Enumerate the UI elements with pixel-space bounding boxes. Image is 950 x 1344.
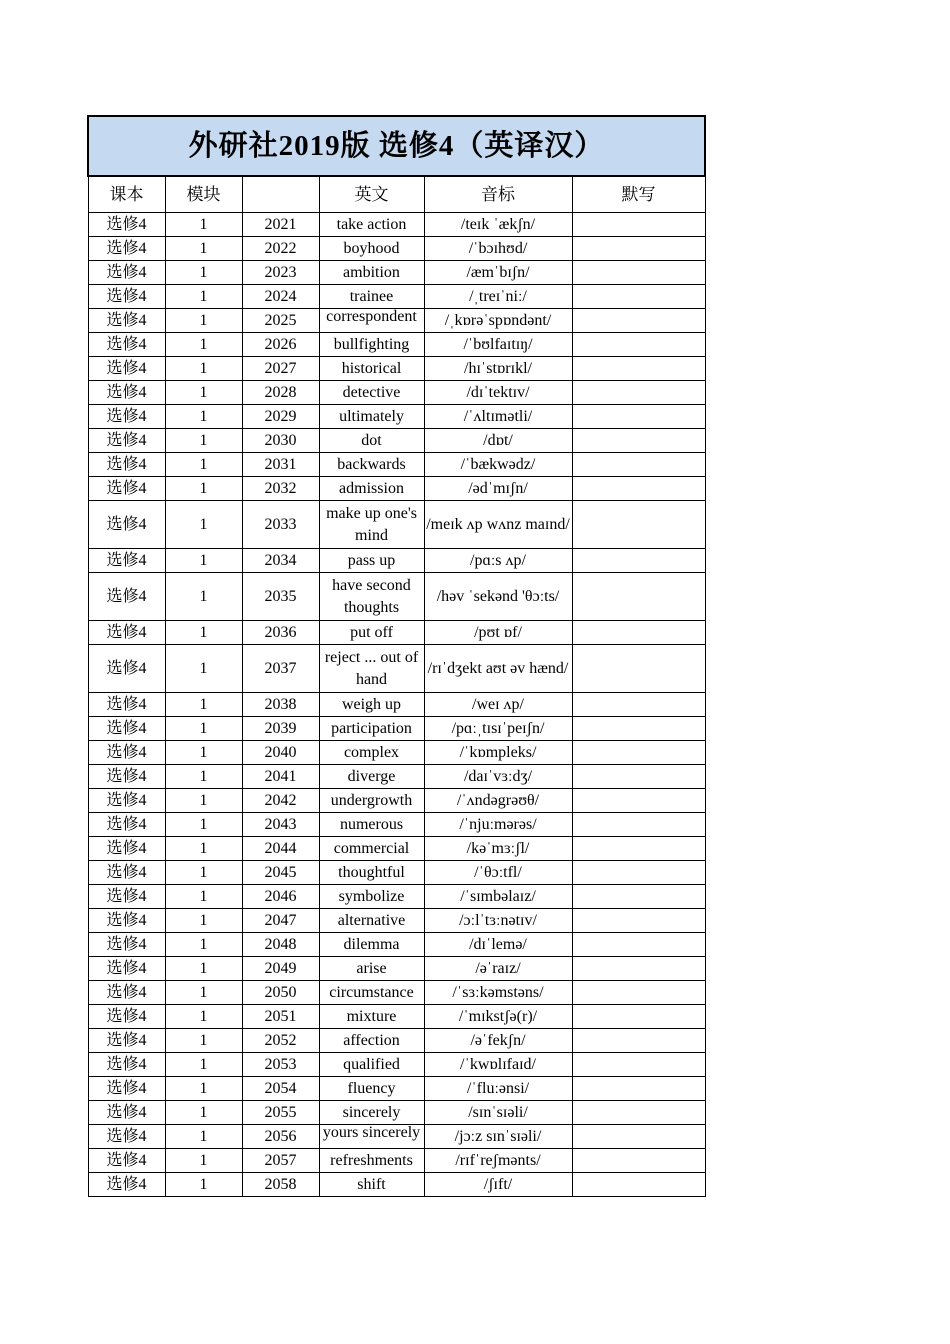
cell-number: 2035 <box>242 573 319 621</box>
table-row <box>88 765 705 789</box>
cell-phonetic: /jɔːz sɪnˈsɪəli/ <box>424 1125 572 1149</box>
cell-english: trainee <box>319 285 424 309</box>
cell-phonetic: /ˈʌndəgrəʊθ/ <box>424 789 572 813</box>
cell-textbook: 选修4 <box>88 237 165 261</box>
sheet-title: 外研社2019版 选修4（英译汉） <box>88 116 705 176</box>
table-row <box>88 813 705 837</box>
cell-number: 2027 <box>242 357 319 381</box>
cell-dictation[interactable] <box>572 573 705 621</box>
cell-dictation[interactable] <box>572 453 705 477</box>
cell-number: 2054 <box>242 1077 319 1101</box>
cell-english: fluency <box>319 1077 424 1101</box>
cell-dictation[interactable] <box>572 645 705 693</box>
cell-textbook: 选修4 <box>88 621 165 645</box>
cell-dictation[interactable] <box>572 213 705 237</box>
table-row <box>88 789 705 813</box>
cell-english <box>319 1125 424 1149</box>
cell-module: 1 <box>165 1077 242 1101</box>
cell-module: 1 <box>165 405 242 429</box>
cell-number: 2022 <box>242 237 319 261</box>
cell-phonetic: /pɑːs ʌp/ <box>424 549 572 573</box>
cell-english-text: correspondent <box>326 309 417 325</box>
cell-number: 2041 <box>242 765 319 789</box>
cell-english: qualified <box>319 1053 424 1077</box>
cell-phonetic: /ʃɪft/ <box>424 1173 572 1197</box>
cell-number: 2051 <box>242 1005 319 1029</box>
cell-module: 1 <box>165 381 242 405</box>
cell-dictation[interactable] <box>572 357 705 381</box>
cell-textbook: 选修4 <box>88 885 165 909</box>
cell-module: 1 <box>165 717 242 741</box>
cell-english: put off <box>319 621 424 645</box>
cell-english: shift <box>319 1173 424 1197</box>
cell-module: 1 <box>165 981 242 1005</box>
cell-english: thoughtful <box>319 861 424 885</box>
header-module: 模块 <box>165 176 242 213</box>
cell-module: 1 <box>165 621 242 645</box>
table-row <box>88 501 705 549</box>
cell-phonetic: /ˈnjuːmərəs/ <box>424 813 572 837</box>
cell-dictation[interactable] <box>572 741 705 765</box>
cell-number: 2034 <box>242 549 319 573</box>
cell-number: 2055 <box>242 1101 319 1125</box>
cell-textbook: 选修4 <box>88 909 165 933</box>
table-row <box>88 573 705 621</box>
cell-phonetic: /ˌkɒrəˈspɒndənt/ <box>424 309 572 333</box>
cell-textbook: 选修4 <box>88 333 165 357</box>
cell-phonetic: /dɒt/ <box>424 429 572 453</box>
cell-number: 2048 <box>242 933 319 957</box>
cell-phonetic: /daɪˈvɜːdʒ/ <box>424 765 572 789</box>
cell-module: 1 <box>165 1005 242 1029</box>
cell-textbook: 选修4 <box>88 453 165 477</box>
cell-phonetic: /æmˈbɪʃn/ <box>424 261 572 285</box>
cell-module: 1 <box>165 501 242 549</box>
table-row <box>88 1029 705 1053</box>
header-english: 英文 <box>319 176 424 213</box>
cell-textbook: 选修4 <box>88 357 165 381</box>
header-textbook: 课本 <box>88 176 165 213</box>
cell-textbook: 选修4 <box>88 981 165 1005</box>
cell-dictation[interactable] <box>572 861 705 885</box>
cell-dictation[interactable] <box>572 429 705 453</box>
cell-module: 1 <box>165 765 242 789</box>
cell-phonetic: /ˈbɔɪhʊd/ <box>424 237 572 261</box>
cell-english: affection <box>319 1029 424 1053</box>
cell-phonetic: /pʊt ɒf/ <box>424 621 572 645</box>
cell-dictation[interactable] <box>572 621 705 645</box>
cell-phonetic: /ˈθɔːtfl/ <box>424 861 572 885</box>
cell-english: mixture <box>319 1005 424 1029</box>
cell-english <box>319 309 424 333</box>
cell-number: 2023 <box>242 261 319 285</box>
cell-phonetic: /dɪˈtektɪv/ <box>424 381 572 405</box>
cell-dictation[interactable] <box>572 813 705 837</box>
cell-english: symbolize <box>319 885 424 909</box>
cell-number: 2039 <box>242 717 319 741</box>
table-row <box>88 549 705 573</box>
cell-phonetic: /ˌtreɪˈniː/ <box>424 285 572 309</box>
table-row <box>88 237 705 261</box>
table-row <box>88 981 705 1005</box>
cell-number: 2021 <box>242 213 319 237</box>
cell-number: 2042 <box>242 789 319 813</box>
cell-dictation[interactable] <box>572 285 705 309</box>
cell-dictation[interactable] <box>572 789 705 813</box>
table-row <box>88 645 705 693</box>
cell-english: historical <box>319 357 424 381</box>
table-row <box>88 861 705 885</box>
cell-module: 1 <box>165 861 242 885</box>
cell-english: dot <box>319 429 424 453</box>
cell-phonetic: /weɪ ʌp/ <box>424 693 572 717</box>
cell-module: 1 <box>165 933 242 957</box>
cell-dictation[interactable] <box>572 549 705 573</box>
cell-module: 1 <box>165 357 242 381</box>
cell-number: 2026 <box>242 333 319 357</box>
table-row <box>88 1053 705 1077</box>
cell-phonetic: /ədˈmɪʃn/ <box>424 477 572 501</box>
vocabulary-sheet <box>87 115 706 1197</box>
cell-number: 2030 <box>242 429 319 453</box>
cell-english: numerous <box>319 813 424 837</box>
cell-module: 1 <box>165 1053 242 1077</box>
cell-dictation[interactable] <box>572 693 705 717</box>
cell-textbook: 选修4 <box>88 861 165 885</box>
cell-dictation[interactable] <box>572 309 705 333</box>
cell-english: undergrowth <box>319 789 424 813</box>
cell-dictation[interactable] <box>572 885 705 909</box>
cell-module: 1 <box>165 1149 242 1173</box>
cell-dictation[interactable] <box>572 765 705 789</box>
cell-module: 1 <box>165 453 242 477</box>
cell-number: 2057 <box>242 1149 319 1173</box>
cell-english: weigh up <box>319 693 424 717</box>
cell-phonetic: /pɑːˌtɪsɪˈpeɪʃn/ <box>424 717 572 741</box>
cell-dictation[interactable] <box>572 1173 705 1197</box>
cell-phonetic: /hɪˈstɒrɪkl/ <box>424 357 572 381</box>
table-row <box>88 885 705 909</box>
cell-textbook: 选修4 <box>88 429 165 453</box>
cell-dictation[interactable] <box>572 1077 705 1101</box>
cell-module: 1 <box>165 285 242 309</box>
header-dictation: 默写 <box>572 176 705 213</box>
cell-english: have second thoughts <box>319 573 424 621</box>
table-row <box>88 1149 705 1173</box>
cell-textbook: 选修4 <box>88 381 165 405</box>
header-number <box>242 176 319 213</box>
cell-module: 1 <box>165 1101 242 1125</box>
cell-phonetic: /rɪfˈreʃmənts/ <box>424 1149 572 1173</box>
cell-textbook: 选修4 <box>88 1053 165 1077</box>
table-row <box>88 261 705 285</box>
cell-dictation[interactable] <box>572 237 705 261</box>
cell-english: complex <box>319 741 424 765</box>
cell-english: commercial <box>319 837 424 861</box>
table-row <box>88 909 705 933</box>
cell-number: 2031 <box>242 453 319 477</box>
cell-textbook: 选修4 <box>88 837 165 861</box>
cell-textbook: 选修4 <box>88 717 165 741</box>
cell-module: 1 <box>165 237 242 261</box>
cell-phonetic: /ˈʌltɪmətli/ <box>424 405 572 429</box>
sheet-body <box>88 116 705 1197</box>
cell-number: 2053 <box>242 1053 319 1077</box>
cell-textbook: 选修4 <box>88 645 165 693</box>
cell-module: 1 <box>165 261 242 285</box>
cell-module: 1 <box>165 213 242 237</box>
cell-module: 1 <box>165 429 242 453</box>
cell-module: 1 <box>165 549 242 573</box>
table-row <box>88 405 705 429</box>
cell-module: 1 <box>165 573 242 621</box>
table-row <box>88 621 705 645</box>
cell-phonetic: /ˈbʊlfaɪtɪŋ/ <box>424 333 572 357</box>
cell-textbook: 选修4 <box>88 1125 165 1149</box>
table-row <box>88 309 705 333</box>
table-row <box>88 957 705 981</box>
header-phonetic: 音标 <box>424 176 572 213</box>
cell-module: 1 <box>165 789 242 813</box>
cell-number: 2045 <box>242 861 319 885</box>
title-row <box>88 116 705 176</box>
cell-textbook: 选修4 <box>88 1101 165 1125</box>
cell-english: diverge <box>319 765 424 789</box>
cell-module: 1 <box>165 813 242 837</box>
cell-number: 2043 <box>242 813 319 837</box>
cell-textbook: 选修4 <box>88 813 165 837</box>
cell-dictation[interactable] <box>572 1053 705 1077</box>
cell-module: 1 <box>165 837 242 861</box>
table-row <box>88 717 705 741</box>
cell-number: 2036 <box>242 621 319 645</box>
cell-number: 2049 <box>242 957 319 981</box>
table-row <box>88 477 705 501</box>
cell-textbook: 选修4 <box>88 1149 165 1173</box>
cell-english: boyhood <box>319 237 424 261</box>
cell-textbook: 选修4 <box>88 501 165 549</box>
cell-english: make up one's mind <box>319 501 424 549</box>
cell-phonetic: /həv ˈsekənd 'θɔːts/ <box>424 573 572 621</box>
cell-dictation[interactable] <box>572 909 705 933</box>
cell-module: 1 <box>165 957 242 981</box>
table-row <box>88 429 705 453</box>
cell-textbook: 选修4 <box>88 1077 165 1101</box>
cell-dictation[interactable] <box>572 1029 705 1053</box>
cell-module: 1 <box>165 741 242 765</box>
table-row <box>88 1077 705 1101</box>
cell-number: 2029 <box>242 405 319 429</box>
cell-number: 2050 <box>242 981 319 1005</box>
cell-dictation[interactable] <box>572 405 705 429</box>
cell-textbook: 选修4 <box>88 309 165 333</box>
cell-dictation[interactable] <box>572 717 705 741</box>
table-row <box>88 1005 705 1029</box>
cell-module: 1 <box>165 645 242 693</box>
cell-textbook: 选修4 <box>88 573 165 621</box>
cell-english: detective <box>319 381 424 405</box>
cell-english: dilemma <box>319 933 424 957</box>
cell-module: 1 <box>165 333 242 357</box>
cell-english: circumstance <box>319 981 424 1005</box>
cell-dictation[interactable] <box>572 501 705 549</box>
cell-textbook: 选修4 <box>88 285 165 309</box>
cell-phonetic: /ˈkwɒlɪfaɪd/ <box>424 1053 572 1077</box>
cell-phonetic: /əˈfekʃn/ <box>424 1029 572 1053</box>
cell-phonetic: /kəˈmɜːʃl/ <box>424 837 572 861</box>
cell-number: 2038 <box>242 693 319 717</box>
cell-textbook: 选修4 <box>88 933 165 957</box>
cell-number: 2037 <box>242 645 319 693</box>
cell-dictation[interactable] <box>572 933 705 957</box>
cell-english: ultimately <box>319 405 424 429</box>
table-row <box>88 1101 705 1125</box>
table-row <box>88 381 705 405</box>
cell-dictation[interactable] <box>572 837 705 861</box>
cell-english: admission <box>319 477 424 501</box>
table-row <box>88 1173 705 1197</box>
cell-textbook: 选修4 <box>88 213 165 237</box>
cell-dictation[interactable] <box>572 477 705 501</box>
table-row <box>88 285 705 309</box>
cell-textbook: 选修4 <box>88 477 165 501</box>
table-row <box>88 837 705 861</box>
cell-english: backwards <box>319 453 424 477</box>
cell-phonetic: /rɪˈdʒekt aʊt əv hænd/ <box>424 645 572 693</box>
cell-textbook: 选修4 <box>88 261 165 285</box>
header-row <box>88 176 705 213</box>
table-row <box>88 213 705 237</box>
cell-module: 1 <box>165 309 242 333</box>
table-row <box>88 693 705 717</box>
cell-textbook: 选修4 <box>88 1005 165 1029</box>
table-row <box>88 453 705 477</box>
cell-number: 2033 <box>242 501 319 549</box>
cell-english: reject ... out of hand <box>319 645 424 693</box>
cell-english-text: yours sincerely <box>322 1125 421 1141</box>
cell-module: 1 <box>165 1125 242 1149</box>
cell-number: 2040 <box>242 741 319 765</box>
cell-dictation[interactable] <box>572 381 705 405</box>
cell-english: sincerely <box>319 1101 424 1125</box>
cell-number: 2058 <box>242 1173 319 1197</box>
table-row <box>88 741 705 765</box>
cell-textbook: 选修4 <box>88 957 165 981</box>
table-row <box>88 933 705 957</box>
cell-number: 2047 <box>242 909 319 933</box>
cell-dictation[interactable] <box>572 333 705 357</box>
cell-module: 1 <box>165 885 242 909</box>
cell-dictation[interactable] <box>572 1125 705 1149</box>
table-row <box>88 1125 705 1149</box>
cell-dictation[interactable] <box>572 981 705 1005</box>
cell-number: 2044 <box>242 837 319 861</box>
cell-dictation[interactable] <box>572 261 705 285</box>
cell-dictation[interactable] <box>572 1005 705 1029</box>
cell-english: take action <box>319 213 424 237</box>
cell-phonetic: /ˈbækwədz/ <box>424 453 572 477</box>
cell-module: 1 <box>165 1029 242 1053</box>
cell-number: 2056 <box>242 1125 319 1149</box>
cell-number: 2024 <box>242 285 319 309</box>
cell-phonetic: /ɔːlˈtɜːnətɪv/ <box>424 909 572 933</box>
cell-number: 2046 <box>242 885 319 909</box>
cell-number: 2025 <box>242 309 319 333</box>
cell-phonetic: /ˈsɜːkəmstəns/ <box>424 981 572 1005</box>
cell-english: ambition <box>319 261 424 285</box>
cell-module: 1 <box>165 1173 242 1197</box>
cell-phonetic: /teɪk ˈækʃn/ <box>424 213 572 237</box>
cell-english: arise <box>319 957 424 981</box>
cell-phonetic: /meɪk ʌp wʌnz maɪnd/ <box>424 501 572 549</box>
cell-english: participation <box>319 717 424 741</box>
cell-phonetic: /dɪˈlemə/ <box>424 933 572 957</box>
cell-number: 2032 <box>242 477 319 501</box>
cell-dictation[interactable] <box>572 1149 705 1173</box>
cell-english: pass up <box>319 549 424 573</box>
cell-textbook: 选修4 <box>88 789 165 813</box>
cell-textbook: 选修4 <box>88 1173 165 1197</box>
cell-english: refreshments <box>319 1149 424 1173</box>
cell-module: 1 <box>165 909 242 933</box>
cell-textbook: 选修4 <box>88 741 165 765</box>
cell-textbook: 选修4 <box>88 549 165 573</box>
cell-english: bullfighting <box>319 333 424 357</box>
cell-module: 1 <box>165 693 242 717</box>
cell-dictation[interactable] <box>572 957 705 981</box>
table-row <box>88 333 705 357</box>
cell-textbook: 选修4 <box>88 765 165 789</box>
cell-number: 2052 <box>242 1029 319 1053</box>
cell-phonetic: /ˈkɒmpleks/ <box>424 741 572 765</box>
cell-english: alternative <box>319 909 424 933</box>
cell-textbook: 选修4 <box>88 405 165 429</box>
cell-number: 2028 <box>242 381 319 405</box>
cell-phonetic: /əˈraɪz/ <box>424 957 572 981</box>
cell-phonetic: /ˈfluːənsi/ <box>424 1077 572 1101</box>
cell-phonetic: /ˈmɪkstʃə(r)/ <box>424 1005 572 1029</box>
cell-module: 1 <box>165 477 242 501</box>
cell-textbook: 选修4 <box>88 693 165 717</box>
table-row <box>88 357 705 381</box>
cell-phonetic: /sɪnˈsɪəli/ <box>424 1101 572 1125</box>
cell-phonetic: /ˈsɪmbəlaɪz/ <box>424 885 572 909</box>
cell-dictation[interactable] <box>572 1101 705 1125</box>
cell-textbook: 选修4 <box>88 1029 165 1053</box>
